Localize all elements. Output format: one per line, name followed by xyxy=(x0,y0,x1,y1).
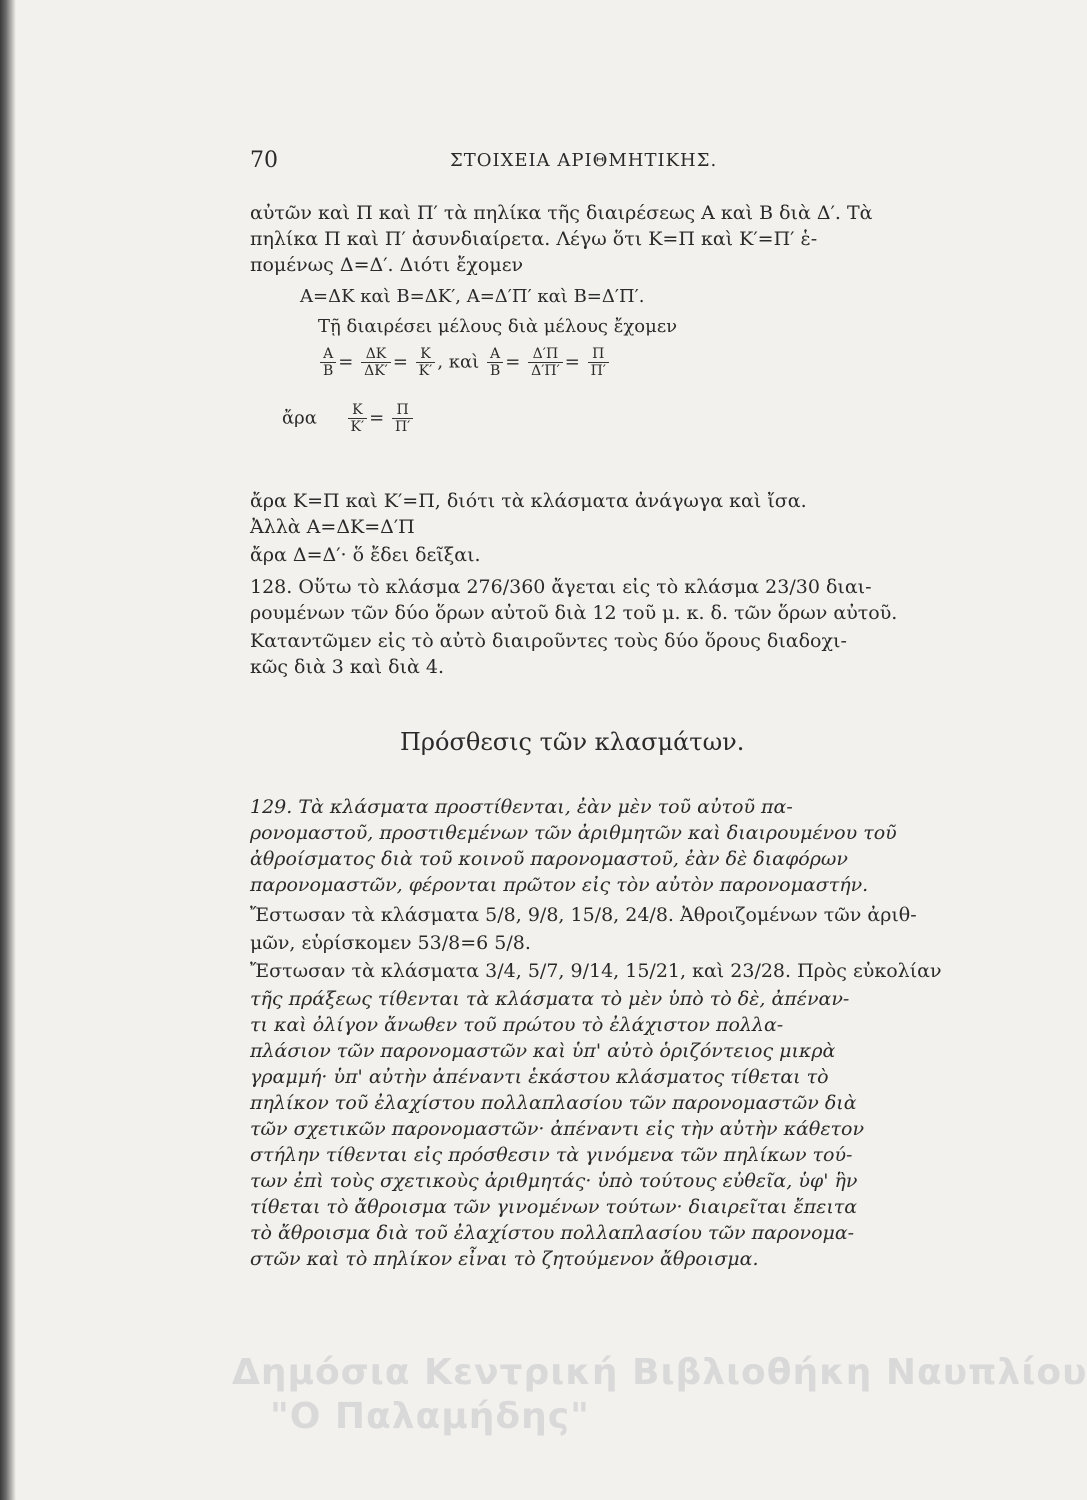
text-line: ἄρα Δ=Δ′· ὅ ἔδει δεῖξαι. xyxy=(250,544,481,566)
fraction: $\frac{\Delta'\Pi}{\Delta'\Pi'}$ xyxy=(528,346,563,379)
text-line: στήλην τίθενται εἰς πρόσθεσιν τὰ γινόμενα τῶν πηλίκων τού- xyxy=(250,1144,853,1166)
fraction: $\frac{K}{K'}$ xyxy=(416,346,436,379)
paragraph-129-line: 129. Τὰ κλάσματα προστίθενται, ἐὰν μὲν τοῦ αὐτοῦ πα- xyxy=(250,796,793,818)
text-line: ρονομαστοῦ, προστιθεμένων τῶν ἀριθμητῶν καὶ διαιρουμένου τοῦ xyxy=(250,822,897,844)
equation-intro: Τῇ διαιρέσει μέλους διὰ μέλους ἔχομεν xyxy=(318,316,678,337)
paragraph-128-line: 128. Οὕτω τὸ κλάσμα 276/360 ἄγεται εἰς τὸ κλάσμα 23/30 διαι- xyxy=(250,576,872,598)
text-line: τὸ ἄθροισμα διὰ τοῦ ἐλαχίστου πολλαπλασίου τῶν παρονομα- xyxy=(250,1222,855,1244)
text-line: τῶν σχετικῶν παρονομαστῶν· ἀπέναντι εἰς τὴν αὐτὴν κάθετον xyxy=(250,1118,865,1140)
text-line: τι καὶ ὀλίγον ἄνωθεν τοῦ πρώτου τὸ ἐλάχιστον πολλα- xyxy=(250,1014,784,1036)
fraction: $\frac{A}{B}$ xyxy=(320,346,336,379)
conjunction: καὶ xyxy=(448,351,480,373)
ara-word: ἄρα xyxy=(282,407,317,429)
fraction: $\frac{A}{B}$ xyxy=(487,346,503,379)
text-line: των ἐπὶ τοὺς σχετικοὺς ἀριθμητάς· ὑπὸ τούτους εὐθεῖα, ὑφ' ἣν xyxy=(250,1170,858,1192)
library-watermark-line2: "Ο Παλαμήδης" xyxy=(270,1396,590,1437)
text-line: πλάσιον τῶν παρονομαστῶν καὶ ὑπ' αὐτὸ ὁριζόντειος μικρὰ xyxy=(250,1040,836,1062)
section-heading: Πρόσθεσις τῶν κλασμάτων. xyxy=(400,728,745,756)
text-line: τίθεται τὸ ἄθροισμα τῶν γινομένων τούτων· διαιρεῖται ἔπειτα xyxy=(250,1196,858,1218)
text-line: Καταντῶμεν εἰς τὸ αὐτὸ διαιροῦντες τοὺς δύο ὅρους διαδοχι- xyxy=(250,630,847,652)
text-line: Ἔστωσαν τὰ κλάσματα 3/4, 5/7, 9/14, 15/21, καὶ 23/28. Πρὸς εὐκολίαν xyxy=(250,960,942,982)
text-line: τῆς πράξεως τίθενται τὰ κλάσματα τὸ μὲν ὑπὸ τὸ δὲ, ἀπέναν- xyxy=(250,988,850,1010)
text-line: πηλίκα Π καὶ Π′ ἀσυνδιαίρετα. Λέγω ὅτι Κ=Π καὶ Κ′=Π′ ἑ- xyxy=(250,228,818,250)
fraction: $\frac{K}{K'}$ xyxy=(348,402,368,435)
text-line: ἀθροίσματος διὰ τοῦ κοινοῦ παρονομαστοῦ, ἐὰν δὲ διαφόρων xyxy=(250,848,848,870)
page-header xyxy=(250,148,810,178)
fraction: $\frac{\Pi}{\Pi'}$ xyxy=(392,402,413,435)
text-line: πομένως Δ=Δ′. Διότι ἔχομεν xyxy=(250,254,524,276)
text-line: παρονομαστῶν, φέρονται πρῶτον εἰς τὸν αὐτὸν παρονομαστήν. xyxy=(250,874,869,896)
fraction: $\frac{\Pi}{\Pi'}$ xyxy=(588,346,609,379)
fraction: $\frac{\Delta K}{\Delta K'}$ xyxy=(361,346,391,379)
library-watermark-line1: Δημόσια Κεντρική Βιβλιοθήκη Ναυπλίου xyxy=(232,1352,1087,1393)
running-title: ΣΤΟΙΧΕΙΑ ΑΡΙΘΜΗΤΙΚΗΣ. xyxy=(450,150,718,171)
equation-line: Α=ΔΚ καὶ Β=ΔΚ′, Α=Δ′Π′ καὶ Β=Δ′Π′. xyxy=(300,286,645,307)
text-line: ἄρα Κ=Π καὶ Κ′=Π, διότι τὰ κλάσματα ἀνάγωγα καὶ ἴσα. xyxy=(250,490,807,512)
text-line: Ἔστωσαν τὰ κλάσματα 5/8, 9/8, 15/8, 24/8. Ἀθροιζομένων τῶν ἀριθ- xyxy=(250,904,917,926)
text-line: αὐτῶν καὶ Π καὶ Π′ τὰ πηλίκα τῆς διαιρέσεως Α καὶ Β διὰ Δ′. Τὰ xyxy=(250,202,873,224)
page-number: 70 xyxy=(250,148,278,173)
fraction-equation: ἄρα $\frac{K}{K'}$ = $\frac{\Pi}{\Pi'}$ xyxy=(282,402,415,435)
text-line: στῶν καὶ τὸ πηλίκον εἶναι τὸ ζητούμενον ἄθροισμα. xyxy=(250,1248,759,1270)
text-line: πηλίκον τοῦ ἐλαχίστου πολλαπλασίου τῶν παρονομαστῶν διὰ xyxy=(250,1092,857,1114)
fraction-equation: $\frac{A}{B}$ = $\frac{\Delta K}{\Delta K'}$ = $\frac{K}{K'}$ , καὶ $\frac{A}{B}$ = $\frac{\Delta'\Pi}{\Delta'\Pi'}$ = $\frac{\Pi}{\Pi'}$ xyxy=(318,346,611,379)
text-line: ρουμένων τῶν δύο ὅρων αὐτοῦ διὰ 12 τοῦ μ. κ. δ. τῶν ὅρων αὐτοῦ. xyxy=(250,602,898,624)
text-line: Ἀλλὰ Α=ΔΚ=Δ′Π xyxy=(250,516,415,538)
text-line: γραμμή· ὑπ' αὐτὴν ἀπέναντι ἑκάστου κλάσματος τίθεται τὸ xyxy=(250,1066,829,1088)
text-line: κῶς διὰ 3 καὶ διὰ 4. xyxy=(250,656,445,678)
text-line: μῶν, εὑρίσκομεν 53/8=6 5/8. xyxy=(250,932,531,954)
